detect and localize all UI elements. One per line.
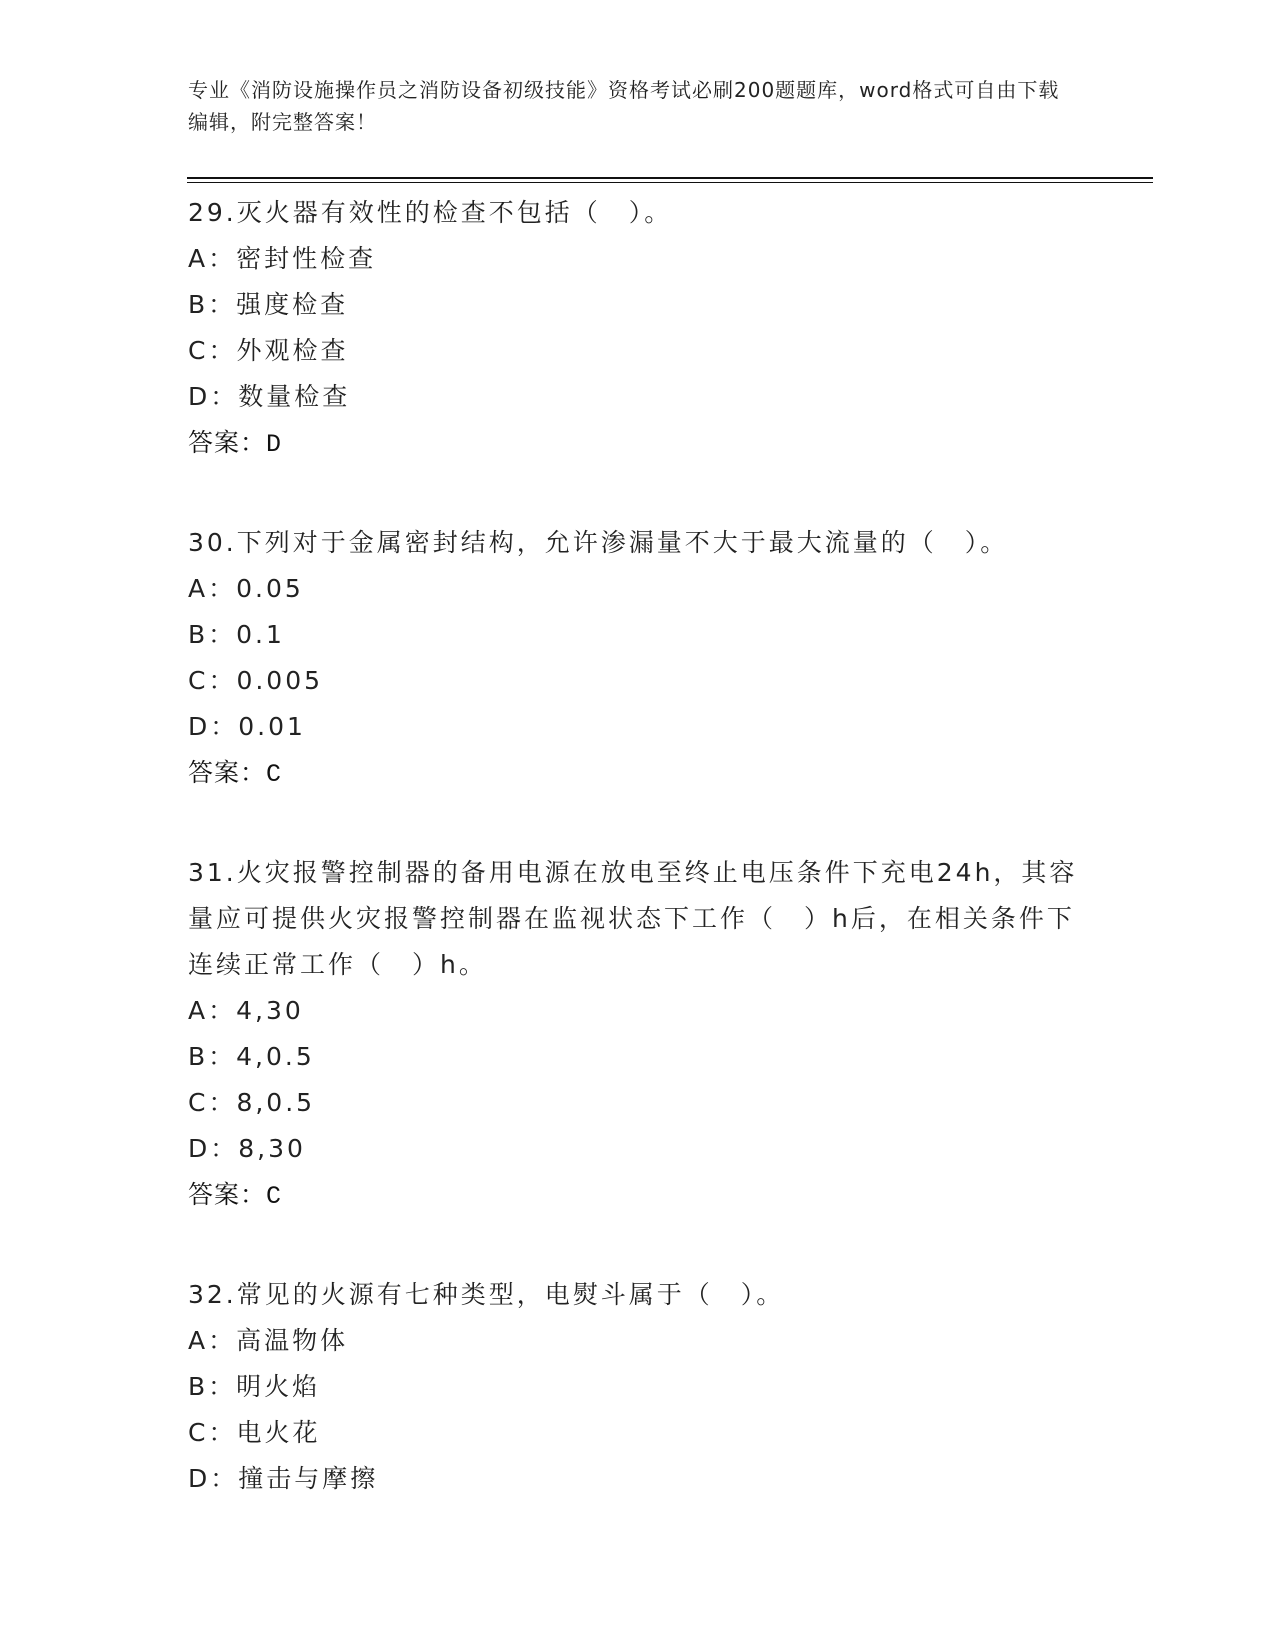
answer-line [188,1172,1088,1220]
option-d: D：撞击与摩擦 [188,1464,379,1493]
answer-line [188,750,1088,798]
question-stem: 32.常见的火源有七种类型，电熨斗属于（ ）。 [188,1280,785,1309]
question-31 [188,850,1088,1220]
answer-label: 答案： [188,1180,267,1209]
answer-label: 答案： [188,758,267,787]
question-30 [188,520,1088,798]
question-stem: 29.灭火器有效性的检查不包括（ ）。 [188,198,673,227]
answer-value: D [266,430,283,459]
option-c: C：外观检查 [188,336,349,365]
option-b: B：明火焰 [188,1372,321,1401]
option-c: C：0.005 [188,666,324,695]
option-d: D：数量检查 [188,382,351,411]
question-stem: 31.火灾报警控制器的备用电源在放电至终止电压条件下充电24h，其容量应可提供火灾报警控制器在监视状态下工作（ ）h后，在相关条件下连续正常工作（ ）h。 [188,858,1078,979]
question-list [188,190,1088,1554]
option-b: B：0.1 [188,620,285,649]
answer-line [188,420,1088,468]
answer-label: 答案： [188,428,267,457]
option-a: A：4,30 [188,996,304,1025]
option-c: C：8,0.5 [188,1088,316,1117]
header-divider [187,177,1153,183]
option-a: A：高温物体 [188,1326,349,1355]
option-c: C：电火花 [188,1418,321,1447]
question-29 [188,190,1088,468]
question-stem: 30.下列对于金属密封结构，允许渗漏量不大于最大流量的（ ）。 [188,528,1009,557]
option-b: B：强度检查 [188,290,349,319]
document-header: 专业《消防设施操作员之消防设备初级技能》资格考试必刷200题题库，word格式可自由下载编辑，附完整答案！ [188,78,1060,134]
option-d: D：0.01 [188,712,306,741]
answer-value: C [266,760,283,789]
option-b: B：4,0.5 [188,1042,315,1071]
option-a: A：密封性检查 [188,244,377,273]
question-32 [188,1272,1088,1502]
answer-value: C [266,1182,283,1211]
option-d: D：8,30 [188,1134,306,1163]
option-a: A：0.05 [188,574,304,603]
